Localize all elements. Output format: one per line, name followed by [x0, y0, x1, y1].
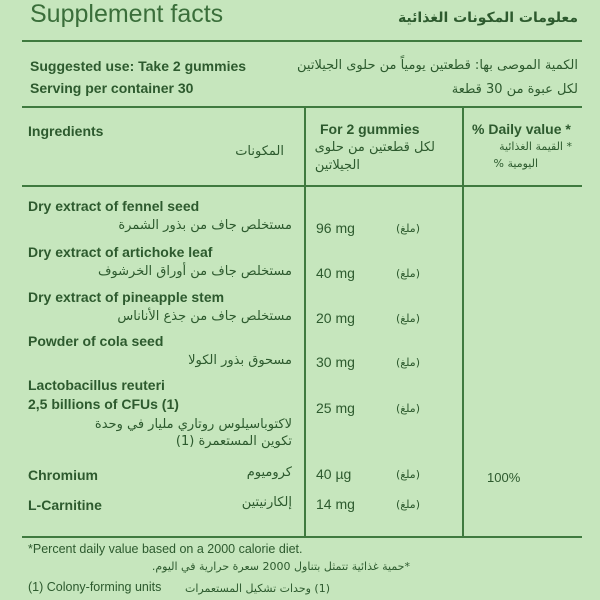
ingredient-name-ar: مستخلص جاف من بذور الشمرة — [118, 218, 292, 233]
ingredient-name: Chromium — [28, 467, 98, 483]
ingredient-name-ar: مسحوق بذور الكولا — [188, 353, 292, 368]
serving-per-container: Serving per container 30 — [30, 80, 194, 96]
ingredient-unit-ar: (ملغ) — [396, 468, 420, 481]
ingredient-name: Dry extract of fennel seed — [28, 198, 200, 214]
ingredient-amount: 25 mg — [316, 400, 355, 416]
ingredient-amount: 30 mg — [316, 354, 355, 370]
page-title-ar: معلومات المكونات الغذائية — [397, 10, 578, 26]
ingredient-amount: 40 µg — [316, 466, 352, 482]
footnote-daily-value: *Percent daily value based on a 2000 calorie diet. — [28, 542, 303, 556]
col-daily-value-ar: * القيمة الغذائية — [499, 140, 572, 153]
ingredient-name: L-Carnitine — [28, 497, 102, 513]
col-amount: For 2 gummies — [320, 121, 420, 137]
divider — [22, 185, 582, 187]
ingredient-unit-ar: (ملغ) — [396, 402, 420, 415]
daily-value: 100% — [487, 470, 521, 485]
ingredient-amount: 96 mg — [316, 220, 355, 236]
ingredient-name: Powder of cola seed — [28, 333, 164, 349]
col-daily-value: % Daily value * — [472, 121, 571, 137]
footnote-cfu-ar: (1) وحدات تشكيل المستعمرات — [185, 582, 331, 595]
col-ingredients-ar: المكونات — [235, 144, 284, 159]
column-divider — [304, 108, 306, 538]
ingredient-name-ar: كروميوم — [246, 465, 292, 480]
ingredient-name: Dry extract of pineapple stem — [28, 289, 225, 305]
ingredient-name: Lactobacillus reuteri — [28, 377, 165, 393]
ingredient-name-ar: مستخلص جاف من جذع الأناناس — [117, 309, 292, 324]
ingredient-name-ar: لاكتوباسيلوس روتاري مليار في وحدة — [94, 417, 292, 432]
ingredient-amount: 40 mg — [316, 265, 355, 281]
serving-per-container-ar: لكل عبوة من 30 قطعة — [451, 82, 578, 97]
ingredient-unit-ar: (ملغ) — [396, 267, 420, 280]
divider — [22, 106, 582, 108]
ingredient-name-ar: مستخلص جاف من أوراق الخرشوف — [97, 264, 292, 279]
footnote-cfu: (1) Colony-forming units — [28, 580, 162, 594]
ingredient-name-ar: إلكارنيتين — [241, 495, 292, 510]
column-divider — [462, 108, 464, 538]
ingredient-name-line2: 2,5 billions of CFUs (1) — [28, 396, 179, 412]
suggested-use: Suggested use: Take 2 gummies — [30, 58, 247, 74]
col-daily-value-ar-2: اليومية % — [493, 157, 538, 170]
col-amount-ar-2: الجيلاتين — [314, 158, 360, 173]
ingredient-name: Dry extract of artichoke leaf — [28, 244, 213, 260]
ingredient-amount: 14 mg — [316, 496, 355, 512]
ingredient-unit-ar: (ملغ) — [396, 312, 420, 325]
suggested-use-ar: الكمية الموصى بها: قطعتين يومياً من حلوى الجيلاتين — [297, 58, 578, 73]
ingredient-name-ar-line2: تكوين المستعمرة (1) — [175, 434, 292, 449]
footnote-daily-value-ar: *حمية غذائية تتمثل بتناول 2000 سعرة حرارية في اليوم. — [151, 560, 410, 573]
col-amount-ar: لكل قطعتين من حلوى — [314, 140, 435, 155]
divider — [22, 536, 582, 538]
ingredient-unit-ar: (ملغ) — [396, 222, 420, 235]
page-title: Supplement facts — [30, 0, 224, 28]
divider — [22, 40, 582, 42]
col-ingredients: Ingredients — [28, 123, 104, 139]
ingredient-unit-ar: (ملغ) — [396, 498, 420, 511]
ingredient-amount: 20 mg — [316, 310, 355, 326]
ingredient-unit-ar: (ملغ) — [396, 356, 420, 369]
